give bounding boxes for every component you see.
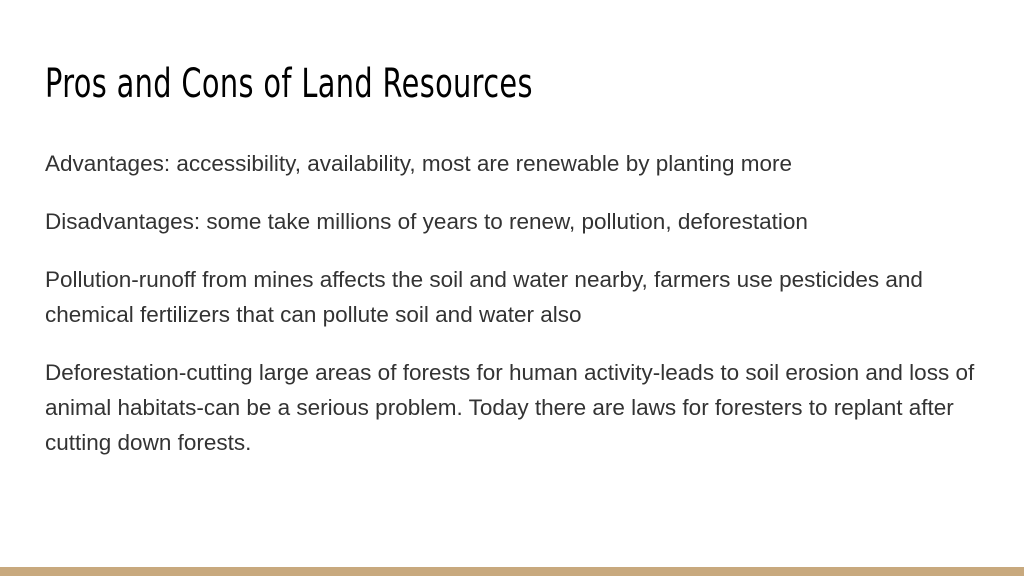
paragraph-deforestation: Deforestation-cutting large areas of forests for human activity-leads to soil erosion and loss of animal habitats-can be a serious problem. Today there are laws for foresters to replant after cutting down forests. [45, 360, 975, 455]
paragraph-disadvantages: Disadvantages: some take millions of years to renew, pollution, deforestation [45, 209, 808, 234]
paragraph-advantages: Advantages: accessibility, availability, most are renewable by planting more [45, 151, 793, 176]
slide-body [45, 146, 990, 483]
footer-accent-bar [0, 567, 1024, 576]
paragraph-pollution: Pollution-runoff from mines affects the soil and water nearby, farmers use pesticides and chemical fertilizers that can pollute soil and water also [45, 267, 923, 327]
slide-title: Pros and Cons of Land Resources [45, 61, 533, 107]
